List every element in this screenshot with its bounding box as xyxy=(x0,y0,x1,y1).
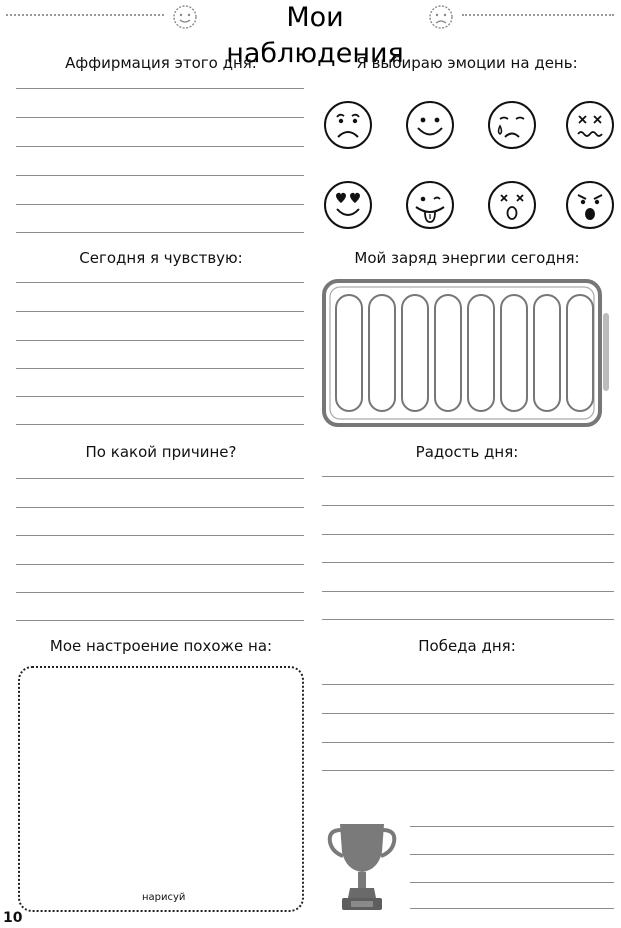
sad-face-icon xyxy=(428,4,454,30)
shocked-face-icon[interactable] xyxy=(486,179,538,231)
writing-line[interactable] xyxy=(16,232,304,233)
reason-label: По какой причине? xyxy=(85,443,237,461)
smile-face-icon xyxy=(172,4,198,30)
battery-segment xyxy=(567,295,593,411)
writing-line[interactable] xyxy=(16,117,304,118)
page-number: 10 xyxy=(3,910,23,926)
writing-line[interactable] xyxy=(16,478,304,479)
feeling-lines[interactable] xyxy=(16,282,304,432)
writing-line[interactable] xyxy=(16,282,304,283)
header-divider-left xyxy=(6,14,164,16)
tongue-face-icon[interactable] xyxy=(404,179,456,231)
writing-line[interactable] xyxy=(16,620,304,621)
writing-line[interactable] xyxy=(16,368,304,369)
writing-line[interactable] xyxy=(16,507,304,508)
writing-line[interactable] xyxy=(16,175,304,176)
victory-label: Победа дня: xyxy=(418,637,516,655)
writing-line[interactable] xyxy=(322,684,614,685)
battery-icon[interactable] xyxy=(322,279,612,427)
writing-line[interactable] xyxy=(322,619,614,620)
writing-line[interactable] xyxy=(322,534,614,535)
writing-line[interactable] xyxy=(410,854,614,855)
writing-line[interactable] xyxy=(322,562,614,563)
battery-segment xyxy=(501,295,527,411)
dizzy-face-icon[interactable] xyxy=(564,99,616,151)
writing-line[interactable] xyxy=(16,535,304,536)
trophy-icon xyxy=(326,818,398,914)
writing-line[interactable] xyxy=(410,826,614,827)
battery-segment xyxy=(468,295,494,411)
page-title: Мои наблюдения xyxy=(226,2,404,69)
emotions-label: Я выбираю эмоции на день: xyxy=(356,54,578,72)
writing-line[interactable] xyxy=(322,591,614,592)
battery-segment xyxy=(402,295,428,411)
writing-line[interactable] xyxy=(16,146,304,147)
love-face-icon[interactable] xyxy=(322,179,374,231)
energy-label: Мой заряд энергии сегодня: xyxy=(354,249,580,267)
writing-line[interactable] xyxy=(322,770,614,771)
writing-line[interactable] xyxy=(16,311,304,312)
sad-face-icon[interactable] xyxy=(322,99,374,151)
feeling-label: Сегодня я чувствую: xyxy=(79,249,243,267)
crying-face-icon[interactable] xyxy=(486,99,538,151)
affirmation-label: Аффирмация этого дня: xyxy=(65,54,257,72)
writing-line[interactable] xyxy=(16,88,304,89)
affirmation-lines[interactable] xyxy=(16,88,304,238)
writing-line[interactable] xyxy=(16,564,304,565)
header-divider-right xyxy=(462,14,614,16)
mood-drawing-area[interactable] xyxy=(18,666,304,912)
joy-lines[interactable] xyxy=(322,476,614,626)
mood-label: Мое настроение похоже на: xyxy=(49,637,273,655)
writing-line[interactable] xyxy=(322,742,614,743)
writing-line[interactable] xyxy=(410,908,614,909)
smile-face-icon[interactable] xyxy=(404,99,456,151)
reason-lines[interactable] xyxy=(16,478,304,628)
writing-line[interactable] xyxy=(16,204,304,205)
joy-label: Радость дня: xyxy=(415,443,519,461)
writing-line[interactable] xyxy=(16,340,304,341)
battery-segment xyxy=(336,295,362,411)
writing-line[interactable] xyxy=(322,713,614,714)
angry-face-icon[interactable] xyxy=(564,179,616,231)
battery-segment xyxy=(369,295,395,411)
battery-segment xyxy=(435,295,461,411)
writing-line[interactable] xyxy=(322,505,614,506)
writing-line[interactable] xyxy=(16,424,304,425)
draw-hint: нарисуй xyxy=(142,892,186,903)
battery-segment xyxy=(534,295,560,411)
writing-line[interactable] xyxy=(16,396,304,397)
writing-line[interactable] xyxy=(410,882,614,883)
writing-line[interactable] xyxy=(322,476,614,477)
writing-line[interactable] xyxy=(16,592,304,593)
